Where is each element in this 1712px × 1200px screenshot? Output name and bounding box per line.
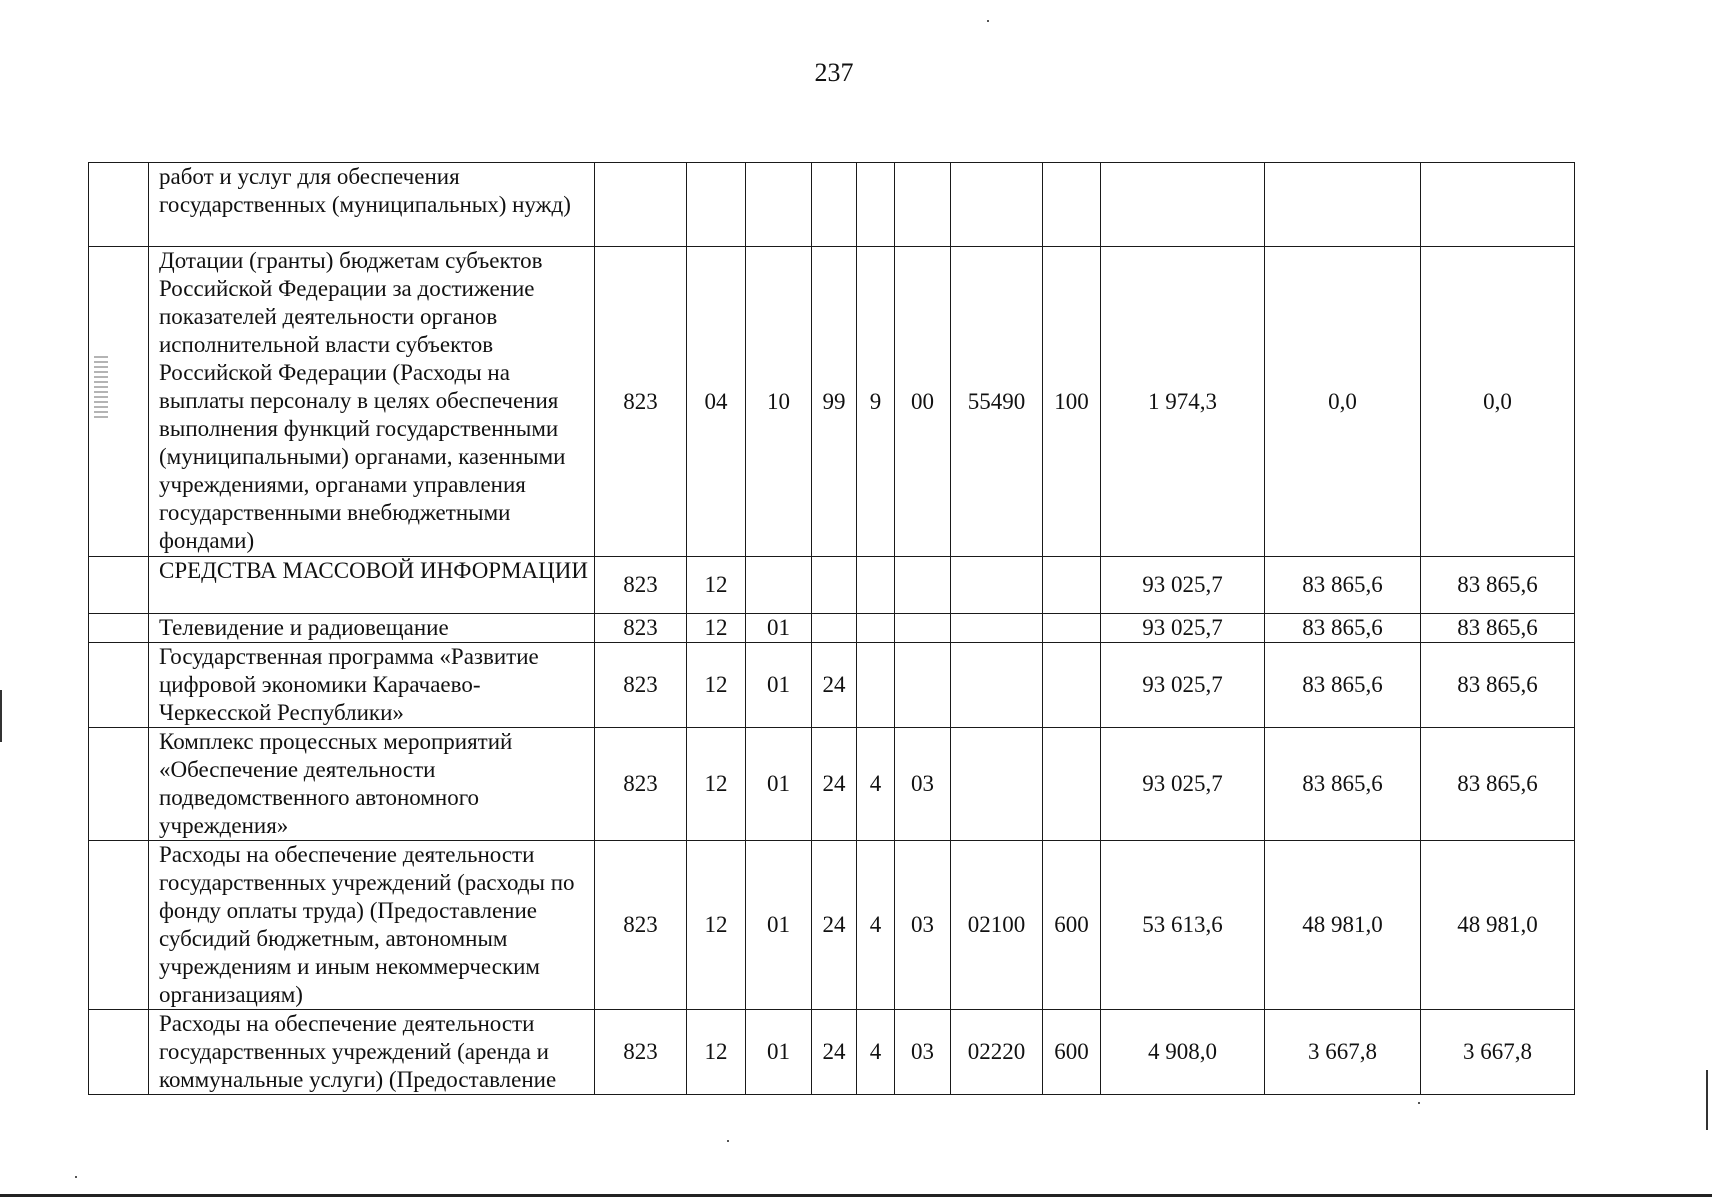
row-number-cell bbox=[89, 841, 149, 1010]
value-cell: 01 bbox=[746, 1010, 812, 1095]
value-cell: 93 025,7 bbox=[1101, 614, 1265, 643]
value-cell: 600 bbox=[1043, 1010, 1101, 1095]
value-cell: 3 667,8 bbox=[1265, 1010, 1421, 1095]
value-cell bbox=[895, 614, 951, 643]
table-body bbox=[89, 163, 1575, 1095]
value-cell bbox=[812, 557, 857, 614]
value-cell: 12 bbox=[687, 841, 746, 1010]
value-cell bbox=[951, 728, 1043, 841]
scan-edge-mark bbox=[1706, 1070, 1708, 1130]
table-row bbox=[89, 163, 1575, 247]
value-cell: 823 bbox=[595, 1010, 687, 1095]
value-cell: 823 bbox=[595, 643, 687, 728]
row-number-cell bbox=[89, 1010, 149, 1095]
value-cell: 83 865,6 bbox=[1265, 728, 1421, 841]
value-cell: 0,0 bbox=[1265, 247, 1421, 557]
value-cell bbox=[812, 614, 857, 643]
value-cell: 83 865,6 bbox=[1421, 728, 1575, 841]
value-cell bbox=[857, 163, 895, 247]
value-cell: 4 bbox=[857, 841, 895, 1010]
value-cell bbox=[595, 163, 687, 247]
row-name-cell: Комплекс процессных мероприятий «Обеспечение деятельности подведомственного автономного учреждения» bbox=[149, 728, 595, 841]
value-cell: 823 bbox=[595, 247, 687, 557]
value-cell: 01 bbox=[746, 841, 812, 1010]
row-name-cell: Государственная программа «Развитие цифровой экономики Карачаево-Черкесской Республики» bbox=[149, 643, 595, 728]
value-cell bbox=[857, 614, 895, 643]
value-cell bbox=[1421, 163, 1575, 247]
row-name-cell: Расходы на обеспечение деятельности государственных учреждений (аренда и коммунальные услуги) (Предоставление bbox=[149, 1010, 595, 1095]
value-cell: 02220 bbox=[951, 1010, 1043, 1095]
row-number-cell bbox=[89, 643, 149, 728]
budget-table bbox=[88, 162, 1575, 1095]
value-cell: 4 bbox=[857, 728, 895, 841]
table-row bbox=[89, 841, 1575, 1010]
value-cell bbox=[895, 163, 951, 247]
value-cell: 823 bbox=[595, 841, 687, 1010]
value-cell: 93 025,7 bbox=[1101, 728, 1265, 841]
row-name-cell: Дотации (гранты) бюджетам субъектов Российской Федерации за достижение показателей деятельности органов исполнительной власти субъектов Российской Федерации (Расходы на выплаты персоналу в целях обеспечения выполнения функций государственными (муниципальными) органами, казенными учреждениями, органами управления государственными внебюджетными фондами) bbox=[149, 247, 595, 557]
value-cell: 83 865,6 bbox=[1421, 614, 1575, 643]
value-cell: 12 bbox=[687, 1010, 746, 1095]
value-cell: 48 981,0 bbox=[1265, 841, 1421, 1010]
value-cell: 4 bbox=[857, 1010, 895, 1095]
row-number-cell bbox=[89, 728, 149, 841]
value-cell bbox=[812, 163, 857, 247]
table-row bbox=[89, 1010, 1575, 1095]
scan-speck bbox=[1418, 1102, 1420, 1104]
value-cell: 24 bbox=[812, 728, 857, 841]
value-cell: 03 bbox=[895, 728, 951, 841]
scan-speck bbox=[727, 1140, 729, 1142]
value-cell: 01 bbox=[746, 728, 812, 841]
value-cell bbox=[1043, 614, 1101, 643]
value-cell: 04 bbox=[687, 247, 746, 557]
value-cell bbox=[951, 614, 1043, 643]
scan-bottom-edge bbox=[0, 1194, 1712, 1197]
value-cell bbox=[857, 557, 895, 614]
value-cell: 83 865,6 bbox=[1421, 557, 1575, 614]
value-cell bbox=[895, 643, 951, 728]
value-cell bbox=[951, 557, 1043, 614]
value-cell bbox=[1265, 163, 1421, 247]
value-cell bbox=[1101, 163, 1265, 247]
value-cell bbox=[1043, 557, 1101, 614]
value-cell bbox=[746, 163, 812, 247]
value-cell: 53 613,6 bbox=[1101, 841, 1265, 1010]
value-cell bbox=[1043, 643, 1101, 728]
value-cell: 99 bbox=[812, 247, 857, 557]
value-cell bbox=[951, 163, 1043, 247]
value-cell: 12 bbox=[687, 557, 746, 614]
value-cell: 12 bbox=[687, 614, 746, 643]
row-name-cell: работ и услуг для обеспечения государственных (муниципальных) нужд) bbox=[149, 163, 595, 247]
value-cell: 600 bbox=[1043, 841, 1101, 1010]
value-cell: 24 bbox=[812, 643, 857, 728]
table-row bbox=[89, 557, 1575, 614]
value-cell: 01 bbox=[746, 614, 812, 643]
value-cell: 100 bbox=[1043, 247, 1101, 557]
value-cell: 93 025,7 bbox=[1101, 643, 1265, 728]
page-number: 237 bbox=[814, 58, 854, 87]
value-cell: 9 bbox=[857, 247, 895, 557]
row-name-cell: Расходы на обеспечение деятельности государственных учреждений (расходы по фонду оплаты труда) (Предоставление субсидий бюджетным, автономным учреждениям и иным некоммерческим организациям) bbox=[149, 841, 595, 1010]
value-cell: 83 865,6 bbox=[1265, 614, 1421, 643]
value-cell: 24 bbox=[812, 841, 857, 1010]
row-name-cell: Телевидение и радиовещание bbox=[149, 614, 595, 643]
value-cell: 83 865,6 bbox=[1421, 643, 1575, 728]
scan-speck bbox=[987, 20, 989, 22]
scan-artifact bbox=[94, 356, 108, 418]
row-number-cell bbox=[89, 614, 149, 643]
value-cell: 55490 bbox=[951, 247, 1043, 557]
value-cell bbox=[687, 163, 746, 247]
value-cell: 0,0 bbox=[1421, 247, 1575, 557]
scan-speck bbox=[75, 1176, 77, 1178]
row-name-cell: СРЕДСТВА МАССОВОЙ ИНФОРМАЦИИ bbox=[149, 557, 595, 614]
table-row bbox=[89, 247, 1575, 557]
value-cell bbox=[746, 557, 812, 614]
value-cell: 48 981,0 bbox=[1421, 841, 1575, 1010]
value-cell bbox=[951, 643, 1043, 728]
value-cell: 83 865,6 bbox=[1265, 557, 1421, 614]
table-row bbox=[89, 614, 1575, 643]
value-cell: 24 bbox=[812, 1010, 857, 1095]
value-cell: 00 bbox=[895, 247, 951, 557]
value-cell: 823 bbox=[595, 614, 687, 643]
value-cell bbox=[895, 557, 951, 614]
scan-edge-mark bbox=[0, 690, 2, 742]
value-cell bbox=[857, 643, 895, 728]
value-cell: 3 667,8 bbox=[1421, 1010, 1575, 1095]
row-number-cell bbox=[89, 557, 149, 614]
value-cell: 12 bbox=[687, 643, 746, 728]
value-cell: 93 025,7 bbox=[1101, 557, 1265, 614]
value-cell: 1 974,3 bbox=[1101, 247, 1265, 557]
table-row bbox=[89, 643, 1575, 728]
value-cell: 01 bbox=[746, 643, 812, 728]
table-row bbox=[89, 728, 1575, 841]
value-cell: 823 bbox=[595, 728, 687, 841]
row-number-cell bbox=[89, 163, 149, 247]
value-cell: 83 865,6 bbox=[1265, 643, 1421, 728]
value-cell: 823 bbox=[595, 557, 687, 614]
value-cell bbox=[1043, 728, 1101, 841]
value-cell: 03 bbox=[895, 1010, 951, 1095]
value-cell bbox=[1043, 163, 1101, 247]
value-cell: 03 bbox=[895, 841, 951, 1010]
value-cell: 10 bbox=[746, 247, 812, 557]
value-cell: 12 bbox=[687, 728, 746, 841]
value-cell: 4 908,0 bbox=[1101, 1010, 1265, 1095]
value-cell: 02100 bbox=[951, 841, 1043, 1010]
